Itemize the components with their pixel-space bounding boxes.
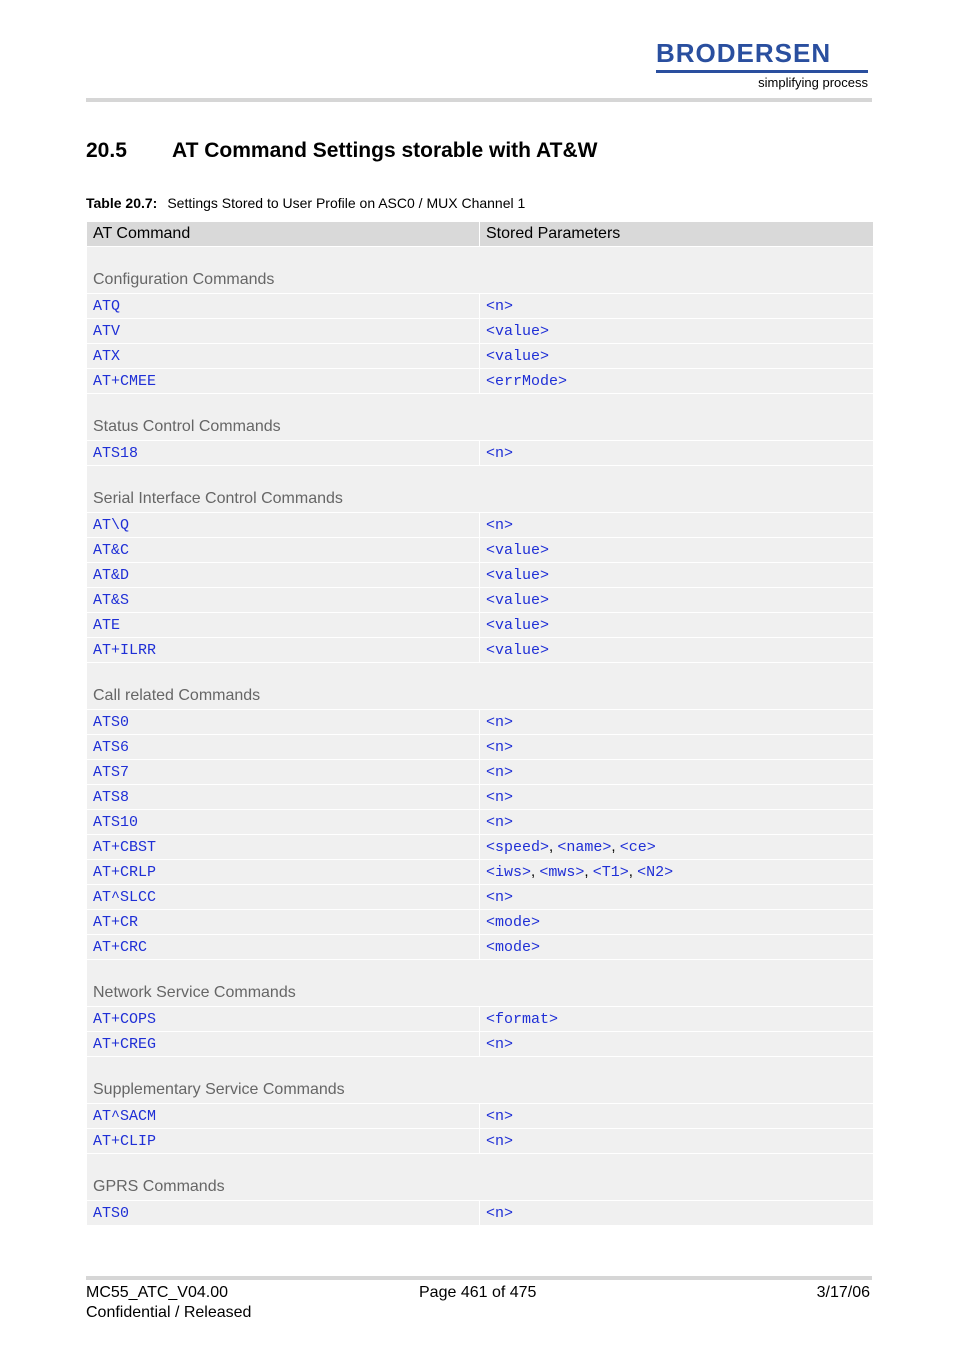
table-row bbox=[87, 513, 874, 538]
table-row bbox=[87, 613, 874, 638]
parameter-link[interactable]: <value> bbox=[486, 591, 550, 609]
table-header-row bbox=[87, 222, 874, 247]
parameters-cell bbox=[480, 810, 874, 835]
command-cell bbox=[87, 1032, 480, 1057]
parameters-cell bbox=[480, 760, 874, 785]
command-cell bbox=[87, 935, 480, 960]
group-title: Status Control Commands bbox=[87, 394, 874, 441]
table-row bbox=[87, 294, 874, 319]
parameter-link[interactable]: <n> bbox=[486, 1132, 514, 1150]
table-row bbox=[87, 344, 874, 369]
table-row bbox=[87, 319, 874, 344]
group-title: Configuration Commands bbox=[87, 247, 874, 294]
command-link[interactable]: AT+CLIP bbox=[93, 1132, 157, 1150]
group-header-row bbox=[87, 960, 874, 1007]
table-row bbox=[87, 910, 874, 935]
parameter-link[interactable]: <value> bbox=[486, 347, 550, 365]
command-cell bbox=[87, 294, 480, 319]
parameters-cell bbox=[480, 835, 874, 860]
footer-doc-id: MC55_ATC_V04.00 bbox=[86, 1284, 228, 1301]
table-row bbox=[87, 538, 874, 563]
table-row bbox=[87, 441, 874, 466]
settings-table bbox=[86, 221, 874, 1226]
table-caption-label: Table 20.7: bbox=[86, 195, 158, 211]
parameter-separator: , bbox=[628, 863, 638, 880]
command-cell bbox=[87, 344, 480, 369]
table-row bbox=[87, 588, 874, 613]
command-cell bbox=[87, 588, 480, 613]
parameter-link[interactable]: <n> bbox=[486, 516, 514, 534]
group-header-row bbox=[87, 663, 874, 710]
parameters-cell bbox=[480, 638, 874, 663]
command-link[interactable]: AT^SLCC bbox=[93, 888, 157, 906]
parameter-link[interactable]: <value> bbox=[486, 616, 550, 634]
command-link[interactable]: AT^SACM bbox=[93, 1107, 157, 1125]
parameters-cell bbox=[480, 710, 874, 735]
parameters-cell bbox=[480, 1129, 874, 1154]
command-link[interactable]: AT&D bbox=[93, 566, 130, 584]
command-cell bbox=[87, 319, 480, 344]
logo-bar bbox=[656, 70, 868, 73]
command-link[interactable]: ATS6 bbox=[93, 738, 130, 756]
parameters-cell bbox=[480, 294, 874, 319]
parameter-link[interactable]: <mws> bbox=[539, 864, 585, 881]
parameter-separator: , bbox=[611, 838, 620, 855]
command-cell bbox=[87, 910, 480, 935]
group-header-row bbox=[87, 247, 874, 294]
parameter-link[interactable]: <n> bbox=[486, 444, 514, 462]
parameter-separator: , bbox=[531, 863, 540, 880]
table-row bbox=[87, 735, 874, 760]
parameter-link[interactable]: <n> bbox=[486, 1204, 514, 1222]
parameters-cell bbox=[480, 319, 874, 344]
brodersen-logo bbox=[656, 40, 870, 96]
parameter-link[interactable]: <n> bbox=[486, 813, 514, 831]
parameters-cell bbox=[480, 344, 874, 369]
parameter-link[interactable]: <name> bbox=[557, 839, 612, 856]
table-row bbox=[87, 885, 874, 910]
table-row bbox=[87, 369, 874, 394]
command-cell bbox=[87, 1201, 480, 1226]
parameters-cell bbox=[480, 1032, 874, 1057]
parameters-cell bbox=[480, 369, 874, 394]
command-cell bbox=[87, 638, 480, 663]
parameter-link[interactable]: <errMode> bbox=[486, 372, 568, 390]
table-body bbox=[87, 247, 874, 1226]
command-link[interactable]: AT+ILRR bbox=[93, 641, 157, 659]
command-link[interactable]: AT\Q bbox=[93, 516, 130, 534]
table-row bbox=[87, 810, 874, 835]
logo-tagline: simplifying process bbox=[758, 75, 868, 90]
command-cell bbox=[87, 613, 480, 638]
parameters-cell bbox=[480, 910, 874, 935]
parameter-link[interactable]: <n> bbox=[486, 297, 514, 315]
parameter-link[interactable]: <n> bbox=[486, 788, 514, 806]
command-cell bbox=[87, 760, 480, 785]
table-row bbox=[87, 935, 874, 960]
header-rule bbox=[86, 98, 872, 102]
command-link[interactable]: ATE bbox=[93, 616, 121, 634]
command-cell bbox=[87, 835, 480, 860]
parameter-link[interactable]: <n> bbox=[486, 1107, 514, 1125]
group-title: Network Service Commands bbox=[87, 960, 874, 1007]
table-row bbox=[87, 835, 874, 860]
command-cell bbox=[87, 810, 480, 835]
command-link[interactable]: ATQ bbox=[93, 297, 121, 315]
parameters-cell bbox=[480, 538, 874, 563]
parameter-link[interactable]: <ce> bbox=[619, 839, 656, 856]
group-title: Serial Interface Control Commands bbox=[87, 466, 874, 513]
parameters-cell bbox=[480, 1007, 874, 1032]
group-title: Call related Commands bbox=[87, 663, 874, 710]
parameters-cell bbox=[480, 441, 874, 466]
parameter-link[interactable]: <n> bbox=[486, 713, 514, 731]
column-header-parameters: Stored Parameters bbox=[480, 222, 874, 247]
section-title bbox=[86, 138, 597, 164]
parameter-link[interactable]: <mode> bbox=[486, 938, 541, 956]
command-cell bbox=[87, 735, 480, 760]
parameter-link[interactable]: <format> bbox=[486, 1010, 559, 1028]
table-caption bbox=[86, 194, 525, 212]
group-header-row bbox=[87, 466, 874, 513]
group-header-row bbox=[87, 394, 874, 441]
command-link[interactable]: AT+CRC bbox=[93, 938, 148, 956]
command-cell bbox=[87, 563, 480, 588]
parameter-link[interactable]: <speed> bbox=[486, 839, 550, 856]
parameter-link[interactable]: <value> bbox=[486, 541, 550, 559]
table-row bbox=[87, 638, 874, 663]
command-link[interactable]: ATS0 bbox=[93, 713, 130, 731]
command-link[interactable]: AT&C bbox=[93, 541, 130, 559]
parameter-link[interactable]: <N2> bbox=[637, 864, 674, 881]
footer-status: Confidential / Released bbox=[86, 1304, 252, 1321]
parameters-cell bbox=[480, 588, 874, 613]
command-link[interactable]: ATS7 bbox=[93, 763, 130, 781]
parameter-separator: , bbox=[584, 863, 593, 880]
command-link[interactable]: AT&S bbox=[93, 591, 130, 609]
command-cell bbox=[87, 538, 480, 563]
command-cell bbox=[87, 1007, 480, 1032]
section-title-text: AT Command Settings storable with AT&W bbox=[172, 139, 598, 162]
command-link[interactable]: ATS0 bbox=[93, 1204, 130, 1222]
parameters-cell bbox=[480, 935, 874, 960]
parameters-cell bbox=[480, 860, 874, 885]
command-link[interactable]: AT+CRLP bbox=[93, 863, 157, 881]
parameters-cell bbox=[480, 885, 874, 910]
table-row bbox=[87, 710, 874, 735]
command-cell bbox=[87, 1104, 480, 1129]
parameter-separator: , bbox=[549, 838, 558, 855]
parameters-cell bbox=[480, 613, 874, 638]
parameter-link[interactable]: <n> bbox=[486, 888, 514, 906]
parameter-link[interactable]: <iws> bbox=[486, 864, 532, 881]
command-cell bbox=[87, 885, 480, 910]
parameters-cell bbox=[480, 785, 874, 810]
parameter-link[interactable]: <mode> bbox=[486, 913, 541, 931]
command-link[interactable]: AT+CR bbox=[93, 913, 139, 931]
parameters-cell bbox=[480, 513, 874, 538]
command-link[interactable]: ATS18 bbox=[93, 444, 139, 462]
command-cell bbox=[87, 710, 480, 735]
command-cell bbox=[87, 513, 480, 538]
command-link[interactable]: ATS8 bbox=[93, 788, 130, 806]
column-header-command: AT Command bbox=[87, 222, 480, 247]
footer-date: 3/17/06 bbox=[816, 1284, 870, 1301]
command-link[interactable]: AT+CREG bbox=[93, 1035, 157, 1053]
command-link[interactable]: ATX bbox=[93, 347, 121, 365]
table-row bbox=[87, 1201, 874, 1226]
parameter-link[interactable]: <value> bbox=[486, 641, 550, 659]
table-caption-text: Settings Stored to User Profile on ASC0 / MUX Channel 1 bbox=[167, 195, 526, 211]
group-title: Supplementary Service Commands bbox=[87, 1057, 874, 1104]
table-row bbox=[87, 860, 874, 885]
table-row bbox=[87, 1032, 874, 1057]
command-cell bbox=[87, 860, 480, 885]
table-row bbox=[87, 760, 874, 785]
parameter-link[interactable]: <value> bbox=[486, 566, 550, 584]
parameters-cell bbox=[480, 735, 874, 760]
group-header-row bbox=[87, 1057, 874, 1104]
command-link[interactable]: AT+COPS bbox=[93, 1010, 157, 1028]
logo-word: BRODERSEN bbox=[656, 38, 832, 68]
parameter-link[interactable]: <T1> bbox=[592, 864, 629, 881]
parameter-link[interactable]: <value> bbox=[486, 322, 550, 340]
group-header-row bbox=[87, 1154, 874, 1201]
command-cell bbox=[87, 1129, 480, 1154]
parameter-link[interactable]: <n> bbox=[486, 763, 514, 781]
command-link[interactable]: ATS10 bbox=[93, 813, 139, 831]
table-row bbox=[87, 1104, 874, 1129]
table-row bbox=[87, 1129, 874, 1154]
table-row bbox=[87, 785, 874, 810]
section-number: 20.5 bbox=[86, 139, 127, 162]
command-link[interactable]: AT+CBST bbox=[93, 838, 157, 856]
command-link[interactable]: ATV bbox=[93, 322, 121, 340]
footer-rule bbox=[86, 1276, 872, 1280]
command-cell bbox=[87, 369, 480, 394]
command-cell bbox=[87, 441, 480, 466]
group-title: GPRS Commands bbox=[87, 1154, 874, 1201]
parameters-cell bbox=[480, 1104, 874, 1129]
parameters-cell bbox=[480, 563, 874, 588]
footer-page-number: Page 461 of 475 bbox=[419, 1284, 537, 1301]
table-row bbox=[87, 563, 874, 588]
parameters-cell bbox=[480, 1201, 874, 1226]
command-link[interactable]: AT+CMEE bbox=[93, 372, 157, 390]
parameter-link[interactable]: <n> bbox=[486, 738, 514, 756]
command-cell bbox=[87, 785, 480, 810]
parameter-link[interactable]: <n> bbox=[486, 1035, 514, 1053]
table-row bbox=[87, 1007, 874, 1032]
